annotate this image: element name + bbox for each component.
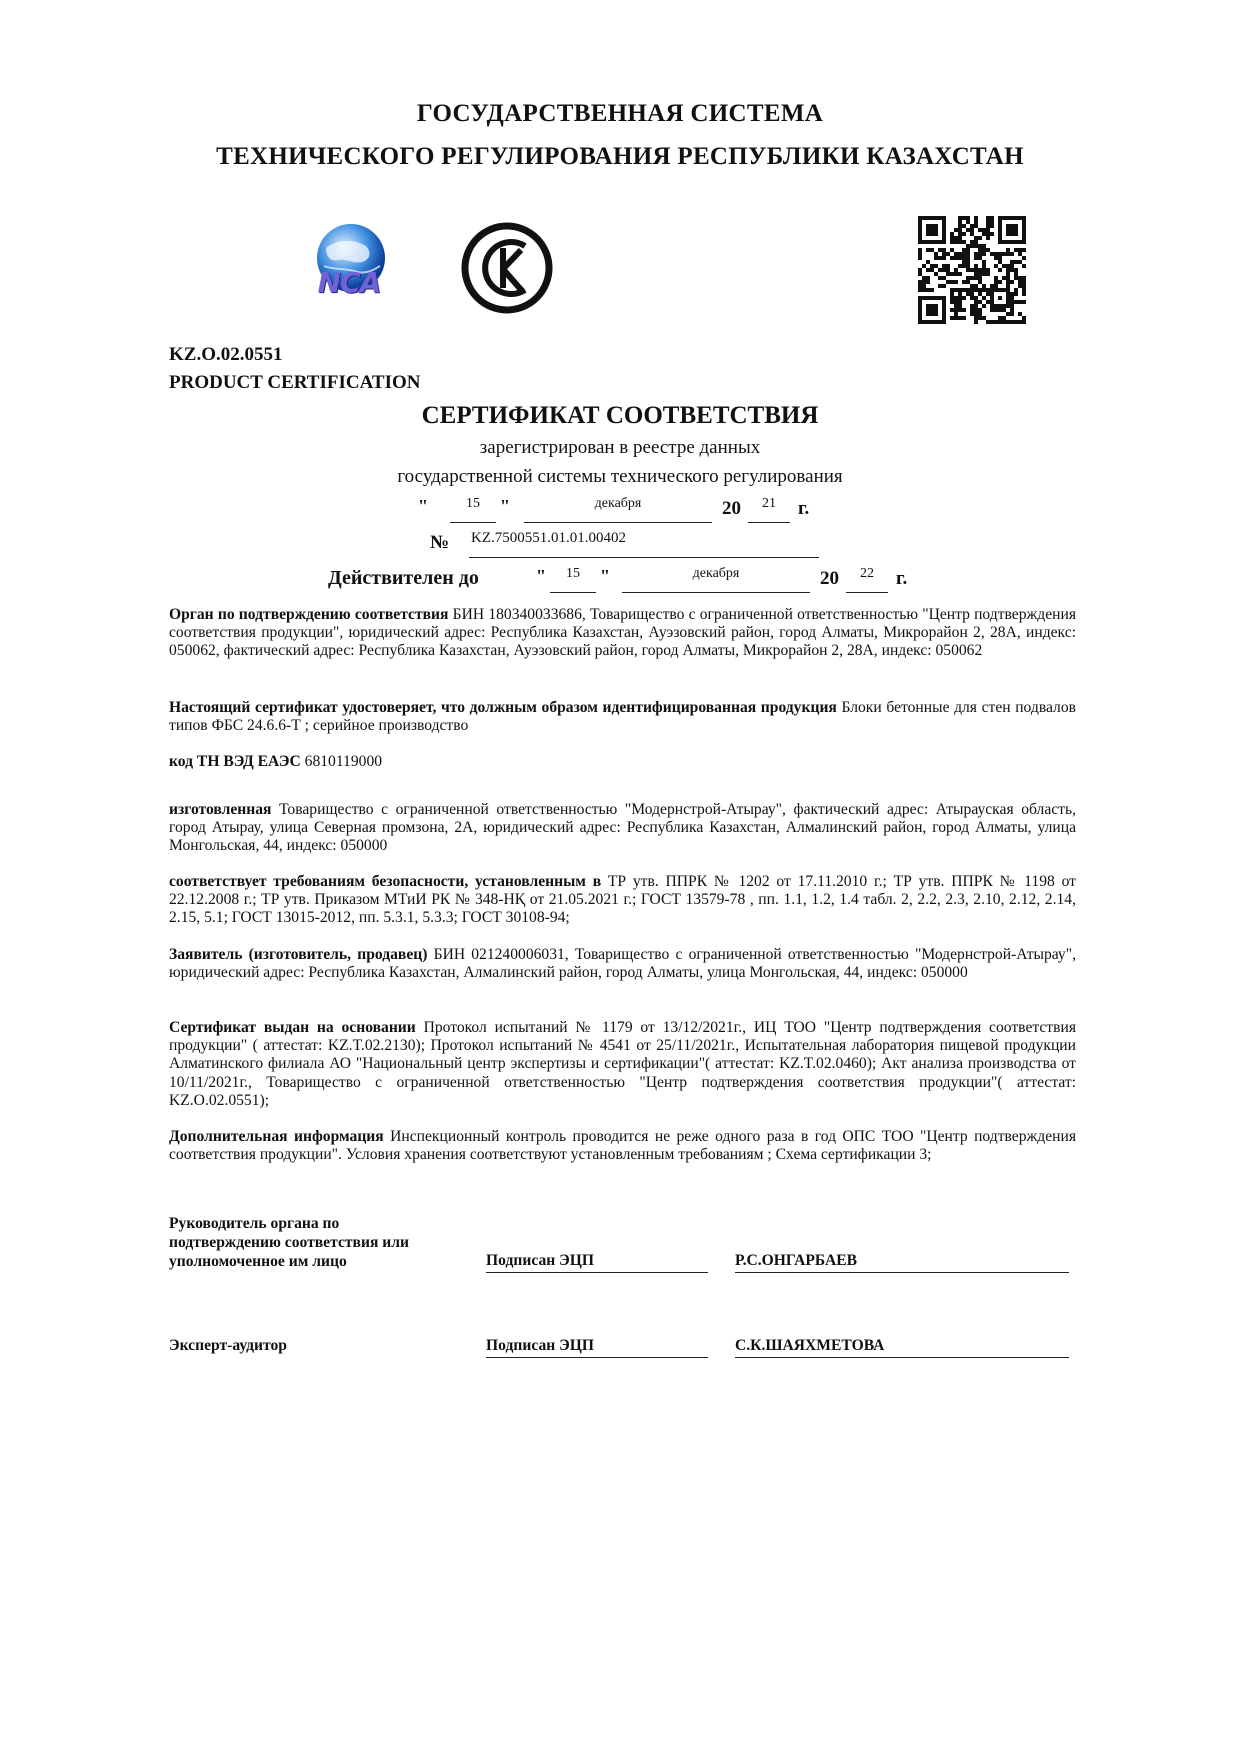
- expert-role: Эксперт-аудитор: [169, 1337, 287, 1354]
- head-name: Р.С.ОНГАРБАЕВ: [735, 1252, 858, 1269]
- head-role-line-3: уполномоченное им лицо: [169, 1253, 347, 1270]
- section-label: Настоящий сертификат удостоверяет, что должным образом идентифицированная продукция: [169, 699, 837, 716]
- section-label: соответствует требованиям безопасности, установленным в: [169, 873, 602, 890]
- valid-century: 20: [820, 568, 839, 589]
- section-hs-code: [169, 753, 1076, 771]
- certificate-subtitle-1: зарегистрирован в реестре данных: [479, 437, 761, 458]
- section-additional-info: [169, 1128, 1076, 1164]
- kz-conformity-mark: [461, 222, 553, 314]
- certificate-subtitle-2: государственной системы технического регулирования: [397, 466, 843, 487]
- section-product: [169, 699, 1076, 735]
- expert-signature-line: [486, 1357, 708, 1358]
- section-basis: [169, 1019, 1076, 1110]
- section-text: БИН 021240006031, Товарищество с ограниченной ответственностью "Модернстрой-Атырау", юридический адрес: Республика Казахстан, Алмалинский район, город Алматы, улица Монгольская, 44, индекс: 050000: [169, 946, 1076, 982]
- issue-month: декабря: [524, 496, 712, 523]
- section-label: Дополнительная информация: [169, 1128, 384, 1145]
- issue-year: 21: [748, 496, 790, 523]
- issue-suffix: г.: [798, 498, 810, 519]
- section-manufacturer: [169, 801, 1076, 856]
- head-name-line: [735, 1272, 1069, 1273]
- head-signed: Подписан ЭЦП: [486, 1252, 594, 1269]
- valid-quote-close: ": [600, 566, 610, 586]
- head-role: [169, 1214, 409, 1271]
- expert-signed: Подписан ЭЦП: [486, 1337, 594, 1354]
- number-label: №: [430, 532, 450, 553]
- section-text: БИН 180340033686, Товарищество с ограниченной ответственностью "Центр подтверждения соответствия продукции", юридический адрес: Республика Казахстан, Ауэзовский район, город Алматы, Микрорайон 2, 28А, индекс: 050062, фактический адрес: Республика Казахстан, Ауэзовский район, город Алматы, Микрорайон 2, 28А, индекс: 050062: [169, 606, 1076, 660]
- section-text: 6810119000: [300, 753, 383, 770]
- header-line-1: ГОСУДАРСТВЕННАЯ СИСТЕМА: [416, 100, 824, 127]
- section-text: Инспекционный контроль проводится не реже одного раза в год ОПС ТОО "Центр подтверждения соответствия продукции". Условия хранения соответствуют установленным требованиям ; Схема сертификации 3;: [169, 1128, 1076, 1164]
- nca-logo-text: NCA: [317, 266, 381, 299]
- section-text: Протокол испытаний № 1179 от 13/12/2021г., ИЦ ТОО "Центр подтверждения соответствия продукции" ( аттестат: KZ.T.02.2130); Протокол испытаний № 4541 от 25/11/2021г., Испытательная лаборатория пищевой продукции Алматинского филиала АО "Национальный центр экспертизы и сертификации"( аттестат: KZ.T.02.0460); Акт анализа производства от 10/11/2021г., Товарищество с ограниченной ответственностью "Центр подтверждения соответствия продукции"( аттестат: KZ.O.02.0551);: [169, 1019, 1076, 1109]
- header-line-2: ТЕХНИЧЕСКОГО РЕГУЛИРОВАНИЯ РЕСПУБЛИКИ КАЗАХСТАН: [216, 143, 1024, 170]
- issue-quote-close: ": [500, 496, 510, 516]
- section-label: Орган по подтверждению соответствия: [169, 606, 449, 623]
- expert-name-line: [735, 1357, 1069, 1358]
- section-text: ТР утв. ППРК № 1202 от 17.11.2010 г.; ТР утв. ППРК № 1198 от 22.12.2008 г.; ТР утв. Приказом МТиИ РК № 348-НҚ от 21.05.2021 г.; ГОСТ 13579-78 , пп. 1.1, 1.2, 1.4 табл. 2, 2.2, 2.3, 2.10, 2.12, 2.14, 2.15, 5.1; ГОСТ 13015-2012, пп. 5.3.1, 5.3.3; ГОСТ 30108-94;: [169, 873, 1076, 927]
- valid-quote-open: ": [536, 566, 546, 586]
- valid-month: декабря: [622, 566, 810, 593]
- section-label: код ТН ВЭД ЕАЭС: [169, 753, 301, 770]
- registration-code: KZ.O.02.0551: [169, 344, 283, 365]
- section-certification-body: [169, 606, 1076, 661]
- section-label: изготовленная: [169, 801, 272, 818]
- section-label: Заявитель (изготовитель, продавец): [169, 946, 428, 963]
- valid-day: 15: [550, 566, 596, 593]
- head-signature-line: [486, 1272, 708, 1273]
- issue-day: 15: [450, 496, 496, 523]
- certificate-title: СЕРТИФИКАТ СООТВЕТСТВИЯ: [421, 402, 819, 429]
- certification-type: PRODUCT CERTIFICATION: [169, 372, 421, 393]
- valid-year: 22: [846, 566, 888, 593]
- section-text: Товарищество с ограниченной ответственностью "Модернстрой-Атырау", фактический адрес: Атырауская область, город Атырау, улица Северная промзона, 2А, юридический адрес: Республика Казахстан, Алмалинский район, город Алматы, улица Монгольская, 44, индекс: 050000: [169, 801, 1076, 855]
- head-role-line-1: Руководитель органа по: [169, 1215, 340, 1232]
- certificate-number: KZ.7500551.01.01.00402: [469, 530, 819, 558]
- issue-quote-open: ": [418, 496, 428, 516]
- valid-suffix: г.: [896, 568, 908, 589]
- section-text: Блоки бетонные для стен подвалов типов ФБС 24.6.6-Т ; серийное производство: [169, 699, 1076, 735]
- valid-until-label: Действителен до: [328, 567, 479, 589]
- nca-logo: [296, 222, 402, 300]
- section-label: Сертификат выдан на основании: [169, 1019, 416, 1036]
- issue-century: 20: [722, 498, 741, 519]
- expert-name: С.К.ШАЯХМЕТОВА: [735, 1337, 885, 1354]
- section-requirements: [169, 873, 1076, 928]
- qr-code: [918, 216, 1026, 324]
- head-role-line-2: подтверждению соответствия или: [169, 1234, 409, 1251]
- section-applicant: [169, 946, 1076, 982]
